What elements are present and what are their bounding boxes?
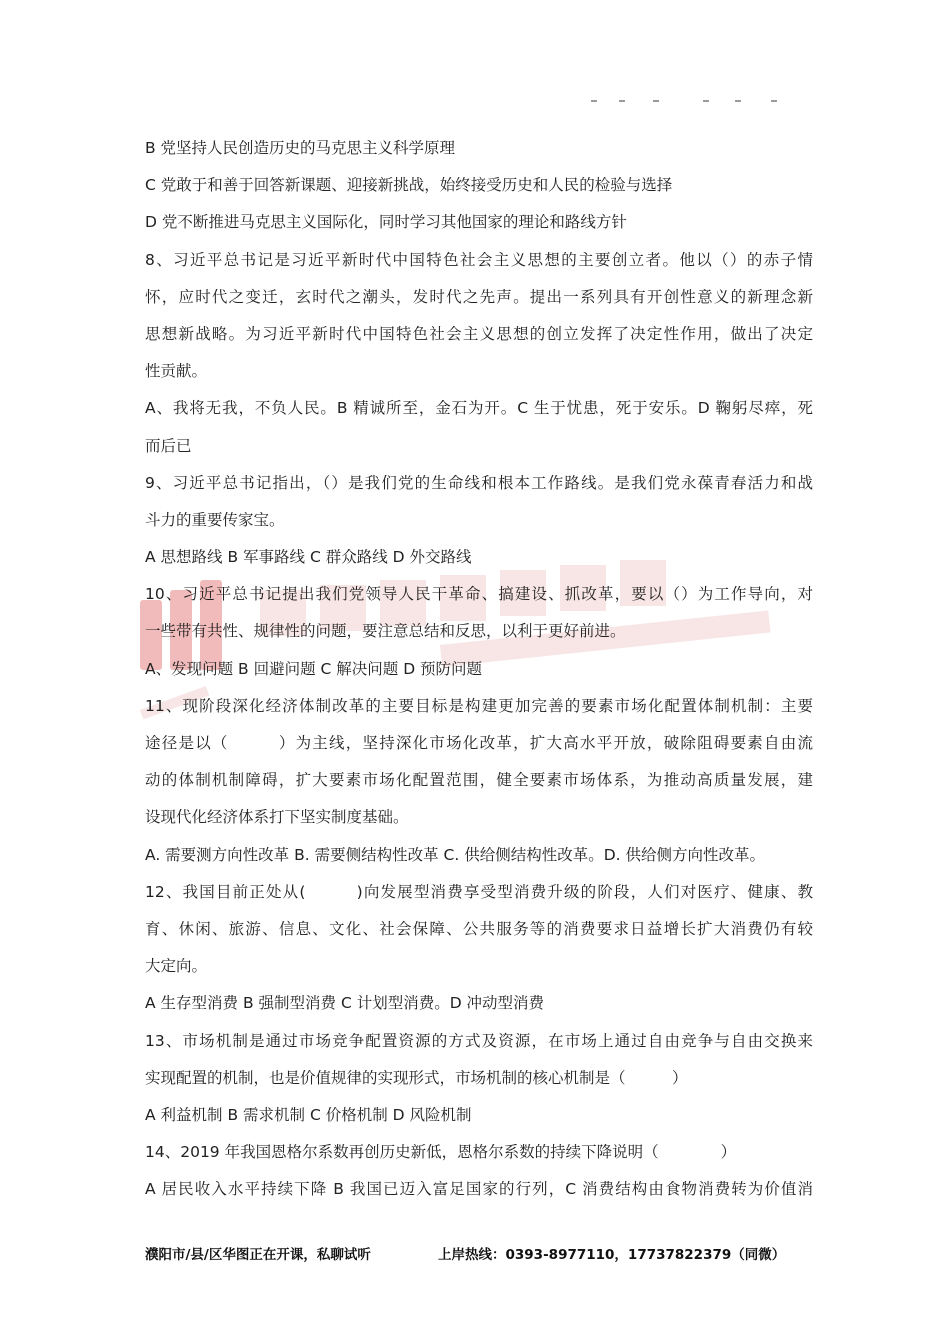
header-scan-marks [585,96,785,106]
text-line: A. 需要测方向性改革 B. 需要侧结构性改革 C. 供给侧结构性改革。D. 供给侧方向性改革。 [145,845,765,864]
text-line: C 党敢于和善于回答新课题、迎接新挑战，始终接受历史和人民的检验与选择 [145,176,673,195]
text-line: A、发现问题 B 回避问题 C 解决问题 D 预防问题 [145,659,483,678]
text-line: 8、习近平总书记是习近平新时代中国特色社会主义思想的主要创立者。他以（）的赤子情 [145,250,813,269]
text-line: 斗力的重要传家宝。 [145,510,285,529]
text-line: 12、我国目前正处从( )向发展型消费享受型消费升级的阶段，人们对医疗、健康、教 [145,882,813,901]
text-line: D 党不断推进马克思主义国际化，同时学习其他国家的理论和路线方针 [145,213,627,232]
footer-hotline: 上岸热线：0393-8977110，17737822379（同微） [438,1247,786,1263]
footer-course-notice: 濮阳市/县/区华图正在开课，私聊试听 [145,1247,371,1263]
text-line: A 思想路线 B 军事路线 C 群众路线 D 外交路线 [145,548,472,567]
text-line: 设现代化经济体系打下坚实制度基础。 [145,808,409,827]
text-line: 一些带有共性、规律性的问题，要注意总结和反思，以利于更好前进。 [145,622,626,641]
text-line: 10、习近平总书记提出我们党领导人民干革命、搞建设、抓改革，要以（）为工作导向，对 [145,585,813,604]
text-line: 实现配置的机制，也是价值规律的实现形式，市场机制的核心机制是（ ） [145,1068,688,1087]
text-line: A 利益机制 B 需求机制 C 价格机制 D 风险机制 [145,1105,472,1124]
text-line: 9、习近平总书记指出，（）是我们党的生命线和根本工作路线。是我们党永葆青春活力和战 [145,473,813,492]
text-line: 思想新战略。为习近平新时代中国特色社会主义思想的创立发挥了决定性作用，做出了决定 [145,324,813,343]
text-line: A 生存型消费 B 强制型消费 C 计划型消费。D 冲动型消费 [145,994,545,1013]
text-line: A、我将无我，不负人民。B 精诚所至，金石为开。C 生于忧患，死于安乐。D 鞠躬尽瘁，死 [145,399,813,418]
text-line: 育、休闲、旅游、信息、文化、社会保障、公共服务等的消费要求日益增长扩大消费仍有较 [145,919,813,938]
text-line: 动的体制机制障碍，扩大要素市场化配置范围，健全要素市场体系，为推动高质量发展，建 [145,771,813,790]
text-line: 大定向。 [145,957,208,976]
text-line: 性贡献。 [145,362,208,381]
text-line: 途径是以（ ）为主线，坚持深化市场化改革，扩大高水平开放，破除阻碍要素自由流 [145,734,813,752]
text-line: A 居民收入水平持续下降 B 我国已迈入富足国家的行列，C 消费结构由食物消费转为价值消 [145,1180,813,1199]
text-line: 14、2019 年我国恩格尔系数再创历史新低，恩格尔系数的持续下降说明（ ） [145,1143,737,1162]
text-line: B 党坚持人民创造历史的马克思主义科学原理 [145,139,456,157]
text-line: 13、市场机制是通过市场竞争配置资源的方式及资源，在市场上通过自由竞争与自由交换来 [145,1031,813,1050]
text-line: 怀，应时代之变迁，玄时代之潮头，发时代之先声。提出一系列具有开创性意义的新理念新 [145,287,813,306]
text-line: 而后已 [145,436,192,455]
text-line: 11、现阶段深化经济体制改革的主要目标是构建更加完善的要素市场化配置体制机制：主要 [145,696,813,715]
document-body [145,130,813,1208]
